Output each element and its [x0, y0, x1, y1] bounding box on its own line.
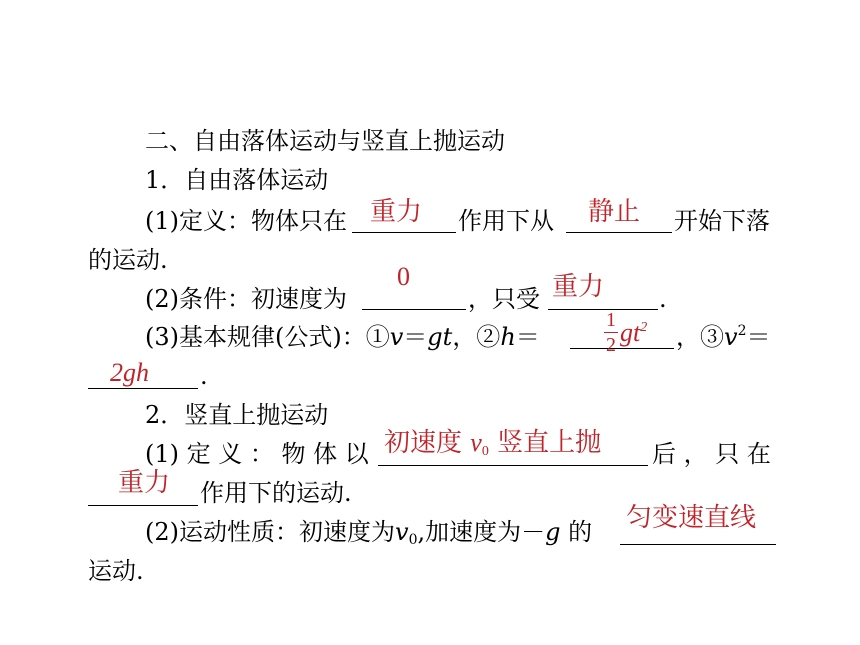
formula-var: h [500, 323, 516, 351]
answer-initial-throw [384, 428, 601, 458]
answer-blank [352, 232, 456, 233]
answer-rest: 静止 [588, 197, 641, 227]
answer-uniform-acceleration: 匀变速直线 [626, 503, 757, 533]
nature-subscript: 0 [408, 532, 418, 548]
fraction-denominator: 2 [606, 334, 616, 356]
answer-blank [88, 388, 198, 389]
vertical-throw-definition-suffix: 后 ， 只 在 [652, 440, 771, 468]
answer-force: 重力 [118, 468, 171, 498]
nature-suffix: 的 [560, 518, 593, 546]
answer-force: 重力 [370, 197, 423, 227]
free-fall-condition-suffix: . [659, 285, 667, 313]
formula-eq: ＝ [746, 323, 771, 351]
answer-blank [88, 505, 198, 506]
answer-expr: gt [620, 318, 641, 347]
free-fall-laws-end: . [200, 362, 208, 390]
nature-var: g [545, 518, 561, 546]
free-fall-laws-prefix [145, 323, 540, 351]
free-fall-definition-prefix: (1)定义：物体只在 [145, 207, 347, 235]
free-fall-definition-suffix: 开始下落 [674, 207, 770, 235]
formula-var: v [724, 323, 738, 351]
formula-sep: ，② [452, 323, 501, 351]
formula-sep: ，③ [676, 323, 724, 351]
formula-var: v [389, 323, 404, 351]
free-fall-definition-mid: 作用下从 [458, 207, 554, 235]
answer-fraction [604, 310, 620, 360]
free-fall-condition-mid: ，只受 [468, 285, 540, 313]
nature-var: v [395, 518, 409, 546]
formula-eq: ＝ [403, 323, 428, 351]
formula-exponent: 2 [737, 323, 747, 339]
formula-rhs: gt [427, 323, 453, 351]
free-fall-condition-prefix: (2)条件：初速度为 [145, 285, 347, 313]
answer-blank [620, 544, 776, 545]
answer-var: v [470, 428, 482, 457]
answer-initial-velocity: 0 [397, 262, 410, 291]
fraction-numerator: 1 [606, 309, 616, 331]
answer-velocity-squared: 2gh [110, 358, 149, 387]
nature-prefix: (2)运动性质：初速度为 [145, 518, 395, 546]
free-fall-definition-cont: 的运动. [88, 246, 168, 274]
answer-blank [548, 309, 658, 310]
vertical-throw-definition-cont: 作用下的运动. [200, 479, 352, 507]
answer-blank [566, 232, 672, 233]
free-fall-heading: 1．自由落体运动 [145, 166, 329, 194]
fraction-bar [604, 332, 618, 333]
vertical-throw-definition-prefix: (1) 定 义 ： 物 体 以 [145, 440, 369, 468]
answer-text: 竖直上抛 [488, 428, 602, 458]
vertical-throw-heading: 2．竖直上抛运动 [145, 401, 329, 429]
formula-eq: ＝ [515, 323, 540, 351]
vertical-throw-nature-cont: 运动. [88, 557, 144, 585]
laws-prefix: (3)基本规律(公式)：① [145, 323, 390, 351]
answer-displacement [620, 318, 647, 348]
answer-subscript: 0 [481, 444, 489, 459]
answer-blank [362, 309, 466, 310]
section-title: 二、自由落体运动与竖直上抛运动 [145, 127, 505, 155]
answer-text: 初速度 [384, 428, 471, 458]
answer-exponent: 2 [640, 320, 648, 335]
answer-blank [570, 348, 674, 349]
free-fall-laws-tail [676, 323, 770, 351]
answer-blank [378, 465, 648, 466]
nature-mid: ,加速度为－ [417, 518, 546, 546]
answer-force: 重力 [552, 272, 605, 302]
vertical-throw-nature [145, 518, 592, 546]
